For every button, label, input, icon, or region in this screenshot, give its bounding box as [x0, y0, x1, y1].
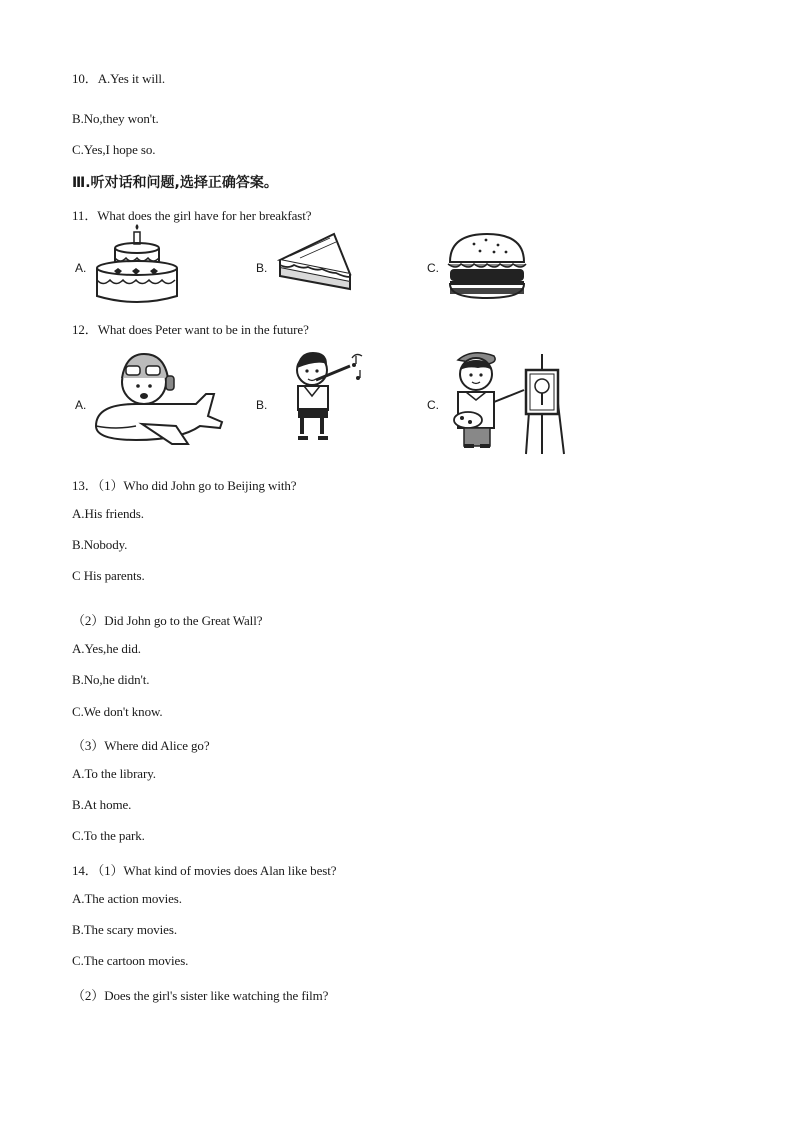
q12-option-c-label: C. [427, 398, 439, 412]
q12-option-a-label: A. [75, 398, 87, 412]
q14-1-option-a: A.The action movies. [72, 891, 182, 906]
q11-option-a-label: A. [75, 261, 87, 275]
q13-3-stem: （3）Where did Alice go? [72, 738, 210, 753]
q13-1-option-b: B.Nobody. [72, 537, 128, 552]
q13-2-option-a: A.Yes,he did. [72, 641, 141, 656]
q13-3-option-a: A.To the library. [72, 766, 156, 781]
musician-icon [290, 350, 370, 449]
cake-icon [94, 230, 182, 311]
q13-2-option-b: B.No,he didn't. [72, 672, 150, 687]
q12-option-b-label: B. [256, 398, 268, 412]
sandwich-icon [276, 232, 356, 295]
q10-option-b: B.No,they won't. [72, 111, 159, 126]
painter-icon [448, 348, 574, 461]
q11-option-c-label: C. [427, 261, 439, 275]
q10-option-a: 10．A.Yes it will. [72, 71, 166, 86]
hamburger-icon [446, 232, 528, 307]
section-3-heading: Ⅲ.听对话和问题,选择正确答案。 [72, 175, 278, 191]
q14-1-option-b: B.The scary movies. [72, 922, 177, 937]
q12-stem: 12．What does Peter want to be in the future? [72, 322, 309, 337]
q14-1-option-c: C.The cartoon movies. [72, 953, 189, 968]
q10-option-c: C.Yes,I hope so. [72, 142, 156, 157]
q13-3-option-c: C.To the park. [72, 828, 145, 843]
q11-stem: 11．What does the girl have for her breakfast? [72, 208, 312, 223]
q13-3-option-b: B.At home. [72, 797, 132, 812]
q13-1-option-c: C His parents. [72, 568, 145, 583]
q13-2-stem: （2）Did John go to the Great Wall? [72, 613, 263, 628]
q13-stem: 13．（1）Who did John go to Beijing with? [72, 478, 297, 493]
q14-stem: 14．（1）What kind of movies does Alan like best? [72, 863, 337, 878]
q13-2-option-c: C.We don't know. [72, 704, 163, 719]
q13-1-option-a: A.His friends. [72, 506, 144, 521]
pilot-icon [94, 348, 220, 451]
q11-option-b-label: B. [256, 261, 268, 275]
q14-2-stem: （2）Does the girl's sister like watching the film? [72, 988, 329, 1003]
